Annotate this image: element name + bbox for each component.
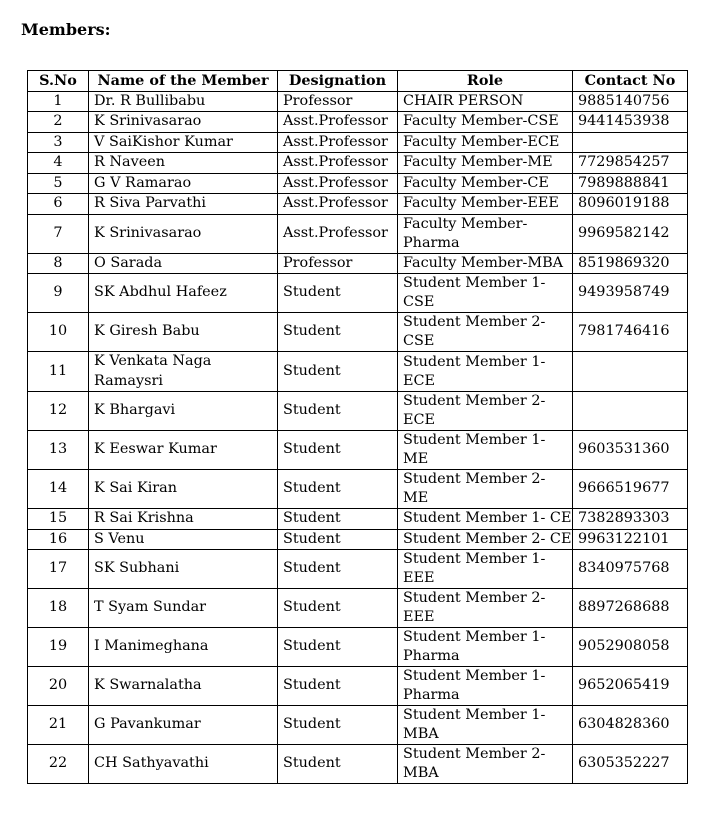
cell-sno: 17 xyxy=(28,550,89,589)
cell-contact: 9052908058 xyxy=(573,628,688,667)
section-heading: Members: xyxy=(21,20,111,39)
cell-sno: 5 xyxy=(28,173,89,194)
members-table xyxy=(27,70,688,784)
cell-contact: 8519869320 xyxy=(573,253,688,274)
cell-role: Faculty Member-MBA xyxy=(398,253,573,274)
cell-role: Faculty Member-ME xyxy=(398,153,573,174)
cell-name: G V Ramarao xyxy=(89,173,278,194)
cell-contact: 7989888841 xyxy=(573,173,688,194)
cell-name: T Syam Sundar xyxy=(89,589,278,628)
cell-contact: 9666519677 xyxy=(573,470,688,509)
cell-contact: 6305352227 xyxy=(573,745,688,784)
cell-designation: Asst.Professor xyxy=(278,132,398,153)
table-row xyxy=(28,112,688,133)
cell-contact: 8897268688 xyxy=(573,589,688,628)
table-row xyxy=(28,470,688,509)
cell-sno: 1 xyxy=(28,91,89,112)
cell-designation: Asst.Professor xyxy=(278,214,398,253)
col-header-sno: S.No xyxy=(28,71,89,92)
cell-designation: Student xyxy=(278,529,398,550)
table-row xyxy=(28,589,688,628)
cell-name: V SaiKishor Kumar xyxy=(89,132,278,153)
cell-role: Student Member 1- Pharma xyxy=(398,667,573,706)
cell-name: SK Abdhul Hafeez xyxy=(89,274,278,313)
cell-contact xyxy=(573,392,688,431)
cell-designation: Student xyxy=(278,274,398,313)
cell-sno: 8 xyxy=(28,253,89,274)
table-row xyxy=(28,274,688,313)
cell-contact: 9441453938 xyxy=(573,112,688,133)
table-row xyxy=(28,91,688,112)
cell-name: K Sai Kiran xyxy=(89,470,278,509)
cell-role: Faculty Member-EEE xyxy=(398,194,573,215)
cell-role: Student Member 1- ECE xyxy=(398,352,573,392)
col-header-contact: Contact No xyxy=(573,71,688,92)
cell-sno: 15 xyxy=(28,509,89,530)
cell-sno: 4 xyxy=(28,153,89,174)
cell-role: Student Member 1- CE xyxy=(398,509,573,530)
cell-contact: 7981746416 xyxy=(573,313,688,352)
cell-name: SK Subhani xyxy=(89,550,278,589)
cell-role: CHAIR PERSON xyxy=(398,91,573,112)
cell-designation: Professor xyxy=(278,91,398,112)
cell-contact xyxy=(573,352,688,392)
cell-contact: 7729854257 xyxy=(573,153,688,174)
table-row xyxy=(28,313,688,352)
cell-name: K Giresh Babu xyxy=(89,313,278,352)
cell-contact: 9652065419 xyxy=(573,667,688,706)
cell-designation: Student xyxy=(278,431,398,470)
cell-name: Dr. R Bullibabu xyxy=(89,91,278,112)
cell-name: K Swarnalatha xyxy=(89,667,278,706)
cell-name: R Naveen xyxy=(89,153,278,174)
cell-sno: 14 xyxy=(28,470,89,509)
table-row xyxy=(28,194,688,215)
table-row xyxy=(28,745,688,784)
cell-name: CH Sathyavathi xyxy=(89,745,278,784)
cell-designation: Student xyxy=(278,706,398,745)
cell-sno: 16 xyxy=(28,529,89,550)
cell-sno: 19 xyxy=(28,628,89,667)
cell-sno: 21 xyxy=(28,706,89,745)
cell-contact xyxy=(573,132,688,153)
col-header-designation: Designation xyxy=(278,71,398,92)
cell-designation: Student xyxy=(278,313,398,352)
cell-name: K Srinivasarao xyxy=(89,112,278,133)
cell-role: Student Member 1- ME xyxy=(398,431,573,470)
cell-role: Faculty Member- Pharma xyxy=(398,214,573,253)
cell-sno: 6 xyxy=(28,194,89,215)
cell-role: Faculty Member-ECE xyxy=(398,132,573,153)
cell-name: I Manimeghana xyxy=(89,628,278,667)
cell-contact: 6304828360 xyxy=(573,706,688,745)
cell-designation: Student xyxy=(278,550,398,589)
cell-sno: 12 xyxy=(28,392,89,431)
cell-name: S Venu xyxy=(89,529,278,550)
cell-designation: Student xyxy=(278,352,398,392)
cell-sno: 3 xyxy=(28,132,89,153)
cell-role: Student Member 1- Pharma xyxy=(398,628,573,667)
cell-designation: Professor xyxy=(278,253,398,274)
table-row xyxy=(28,352,688,392)
cell-designation: Asst.Professor xyxy=(278,112,398,133)
table-row xyxy=(28,431,688,470)
cell-designation: Student xyxy=(278,745,398,784)
cell-name: R Sai Krishna xyxy=(89,509,278,530)
cell-role: Student Member 2- ECE xyxy=(398,392,573,431)
col-header-role: Role xyxy=(398,71,573,92)
cell-name: G Pavankumar xyxy=(89,706,278,745)
cell-contact: 9885140756 xyxy=(573,91,688,112)
cell-contact: 8096019188 xyxy=(573,194,688,215)
cell-name: R Siva Parvathi xyxy=(89,194,278,215)
cell-contact: 9493958749 xyxy=(573,274,688,313)
cell-role: Student Member 1- EEE xyxy=(398,550,573,589)
table-row xyxy=(28,706,688,745)
cell-designation: Student xyxy=(278,392,398,431)
cell-designation: Student xyxy=(278,628,398,667)
table-row xyxy=(28,132,688,153)
cell-role: Student Member 2- ME xyxy=(398,470,573,509)
cell-contact: 9963122101 xyxy=(573,529,688,550)
table-row xyxy=(28,550,688,589)
cell-designation: Student xyxy=(278,509,398,530)
cell-name: O Sarada xyxy=(89,253,278,274)
cell-role: Student Member 2- CSE xyxy=(398,313,573,352)
cell-name: K Bhargavi xyxy=(89,392,278,431)
cell-sno: 18 xyxy=(28,589,89,628)
cell-role: Student Member 2- CE xyxy=(398,529,573,550)
cell-designation: Asst.Professor xyxy=(278,173,398,194)
table-row xyxy=(28,529,688,550)
header-row xyxy=(28,71,688,92)
cell-contact: 7382893303 xyxy=(573,509,688,530)
cell-designation: Student xyxy=(278,667,398,706)
cell-sno: 20 xyxy=(28,667,89,706)
table-row xyxy=(28,392,688,431)
cell-role: Faculty Member-CSE xyxy=(398,112,573,133)
table-row xyxy=(28,253,688,274)
cell-role: Student Member 1- CSE xyxy=(398,274,573,313)
cell-sno: 13 xyxy=(28,431,89,470)
cell-name: K Venkata Naga Ramaysri xyxy=(89,352,278,392)
cell-designation: Asst.Professor xyxy=(278,153,398,174)
table-row xyxy=(28,173,688,194)
cell-sno: 22 xyxy=(28,745,89,784)
cell-designation: Student xyxy=(278,589,398,628)
cell-role: Student Member 2- MBA xyxy=(398,745,573,784)
table-row xyxy=(28,509,688,530)
cell-name: K Srinivasarao xyxy=(89,214,278,253)
cell-sno: 11 xyxy=(28,352,89,392)
cell-sno: 2 xyxy=(28,112,89,133)
cell-sno: 7 xyxy=(28,214,89,253)
cell-contact: 9969582142 xyxy=(573,214,688,253)
col-header-name: Name of the Member xyxy=(89,71,278,92)
cell-designation: Asst.Professor xyxy=(278,194,398,215)
table-row xyxy=(28,628,688,667)
cell-name: K Eeswar Kumar xyxy=(89,431,278,470)
cell-role: Faculty Member-CE xyxy=(398,173,573,194)
cell-role: Student Member 2- EEE xyxy=(398,589,573,628)
cell-role: Student Member 1- MBA xyxy=(398,706,573,745)
cell-contact: 8340975768 xyxy=(573,550,688,589)
cell-sno: 10 xyxy=(28,313,89,352)
cell-contact: 9603531360 xyxy=(573,431,688,470)
cell-designation: Student xyxy=(278,470,398,509)
cell-sno: 9 xyxy=(28,274,89,313)
table-row xyxy=(28,667,688,706)
table-row xyxy=(28,153,688,174)
table-row xyxy=(28,214,688,253)
